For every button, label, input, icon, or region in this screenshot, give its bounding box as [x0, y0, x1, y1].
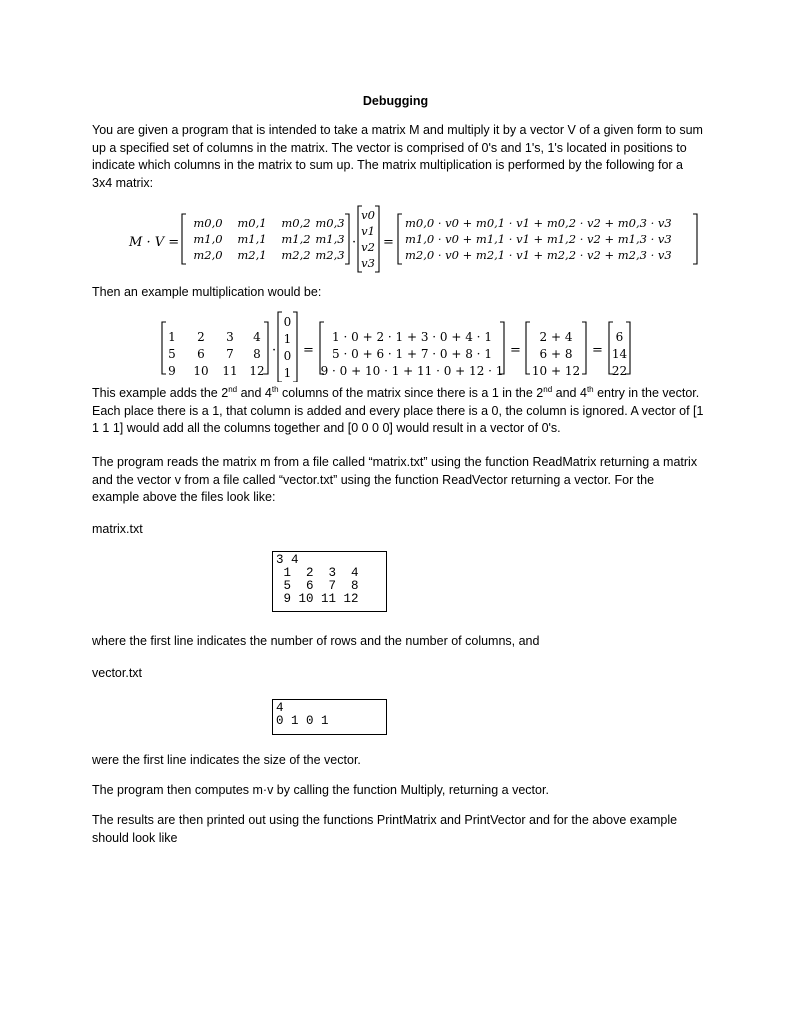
example-matrix-entry: 11 — [222, 364, 238, 378]
matrix-entry: m0,0 — [193, 216, 223, 230]
example-matrix-entry: 4 — [253, 330, 261, 344]
ex-partial-left-bracket — [526, 322, 530, 374]
example-matrix-entry: 7 — [226, 347, 234, 361]
where-paragraph: where the first line indicates the number of rows and the number of columns, and — [92, 634, 540, 648]
example-vector-entry: 1 — [283, 366, 292, 380]
explain-paragraph: This example adds the 2nd and 4th columns of the matrix since there is a 1 in the 2nd and 4th entry in the vector. Each place there is a 1, that column is added and every place there is a 0, the column is ignored. A vector of [1 1 1 1] would add all the columns together and [0 0 0 0] would result in a vector of 0's. — [92, 384, 704, 436]
intro-paragraph: You are given a program that is intended to take a matrix M and multiply it by a vector V of a given form to sum up a specified set of columns in the matrix. The vector is comprised of 0's and 1's, 1's located in positions to indicate which columns in the matrix to sum up. The matrix multiplication is performed by the following for a 3x4 matrix: — [92, 123, 703, 190]
vector-file-box: 4 0 1 0 1 — [272, 699, 387, 735]
example-formula — [0, 310, 791, 382]
were-paragraph: were the first line indicates the size of the vector. — [92, 753, 361, 767]
matrix-entry: m2,3 — [315, 248, 345, 262]
example-vector-entry: 0 — [283, 349, 292, 363]
example-matrix-entry: 10 — [193, 364, 209, 378]
example-matrix-entry: 8 — [253, 347, 261, 361]
matrix-entry: m2,2 — [281, 248, 311, 262]
example-partial-entry: 10 + 12 — [531, 364, 581, 378]
example-intro: Then an example multiplication would be: — [92, 285, 322, 299]
example-vector-entry: 1 — [283, 332, 292, 346]
result-left-bracket — [398, 214, 402, 264]
ex-vector-right-bracket — [293, 312, 297, 382]
matrix-right-bracket — [345, 214, 349, 264]
matrix-entry: m0,1 — [237, 216, 267, 230]
dot-operator: · — [352, 235, 357, 250]
vector-entry: v0 — [361, 208, 375, 222]
matrix-file-label: matrix.txt — [92, 522, 143, 536]
matrix-entry: m1,0 — [193, 232, 223, 246]
result-entry: m2,0 · v0 + m2,1 · v1 + m2,2 · v2 + m2,3 · v3 — [405, 248, 672, 262]
example-expanded-entry: 9 · 0 + 10 · 1 + 11 · 0 + 12 · 1 — [320, 364, 504, 378]
matrix-entry: m2,0 — [193, 248, 223, 262]
result-entry: m0,0 · v0 + m0,1 · v1 + m0,2 · v2 + m0,3 · v3 — [405, 216, 672, 230]
example-result-entry: 22 — [611, 364, 628, 378]
example-expanded-entry: 1 · 0 + 2 · 1 + 3 · 0 + 4 · 1 — [332, 330, 492, 344]
ex-partial-right-bracket — [582, 322, 586, 374]
example-matrix-entry: 6 — [197, 347, 205, 361]
ex-matrix-left-bracket — [162, 322, 166, 374]
vector-entry: v1 — [361, 224, 375, 238]
vector-entry: v2 — [361, 240, 375, 254]
matrix-entry: m1,3 — [315, 232, 345, 246]
ex-dot-operator: · — [272, 343, 277, 358]
example-vector-entry: 0 — [283, 315, 292, 329]
matrix-entry: m0,3 — [315, 216, 345, 230]
matrix-entry: m2,1 — [237, 248, 267, 262]
general-formula — [0, 204, 791, 276]
example-matrix-entry: 3 — [226, 330, 234, 344]
equals-sign: = — [383, 235, 394, 250]
example-matrix-entry: 1 — [168, 330, 176, 344]
computes-paragraph: The program then computes m·v by calling the function Multiply, returning a vector. — [92, 783, 549, 797]
example-matrix-entry: 5 — [168, 347, 176, 361]
example-result-entry: 14 — [611, 347, 628, 361]
ex-equals-1: = — [303, 343, 314, 358]
vector-entry: v3 — [361, 256, 375, 270]
ex-equals-3: = — [592, 343, 603, 358]
matrix-entry: m1,2 — [281, 232, 311, 246]
formula-lhs: M · V = — [129, 235, 180, 250]
results-paragraph: The results are then printed out using the functions PrintMatrix and PrintVector and for the above example should look like — [92, 813, 678, 845]
matrix-entry: m1,1 — [237, 232, 267, 246]
result-right-bracket — [693, 214, 697, 264]
ex-equals-2: = — [510, 343, 521, 358]
result-entry: m1,0 · v0 + m1,1 · v1 + m1,2 · v2 + m1,3 · v3 — [405, 232, 672, 246]
example-result-entry: 6 — [615, 330, 624, 344]
example-matrix-entry: 2 — [197, 330, 205, 344]
example-expanded-entry: 5 · 0 + 6 · 1 + 7 · 0 + 8 · 1 — [332, 347, 492, 361]
example-partial-entry: 6 + 8 — [539, 347, 573, 361]
matrix-left-bracket — [182, 214, 186, 264]
vector-file-label: vector.txt — [92, 666, 143, 680]
matrix-entry: m0,2 — [281, 216, 311, 230]
matrix-file-box: 3 4 1 2 3 4 5 6 7 8 9 10 11 12 — [272, 551, 387, 612]
example-partial-entry: 2 + 4 — [539, 330, 573, 344]
vector-right-bracket — [375, 206, 379, 272]
ex-vector-left-bracket — [278, 312, 282, 382]
page-title: Debugging — [362, 94, 429, 108]
example-matrix-entry: 9 — [168, 364, 176, 378]
reads-paragraph: The program reads the matrix m from a file called “matrix.txt” using the function ReadMatrix returning a matrix and the vector v from a file called “vector.txt” using the function ReadVector returning a vector. For the example above the files look like: — [92, 455, 698, 505]
example-matrix-entry: 12 — [249, 364, 265, 378]
